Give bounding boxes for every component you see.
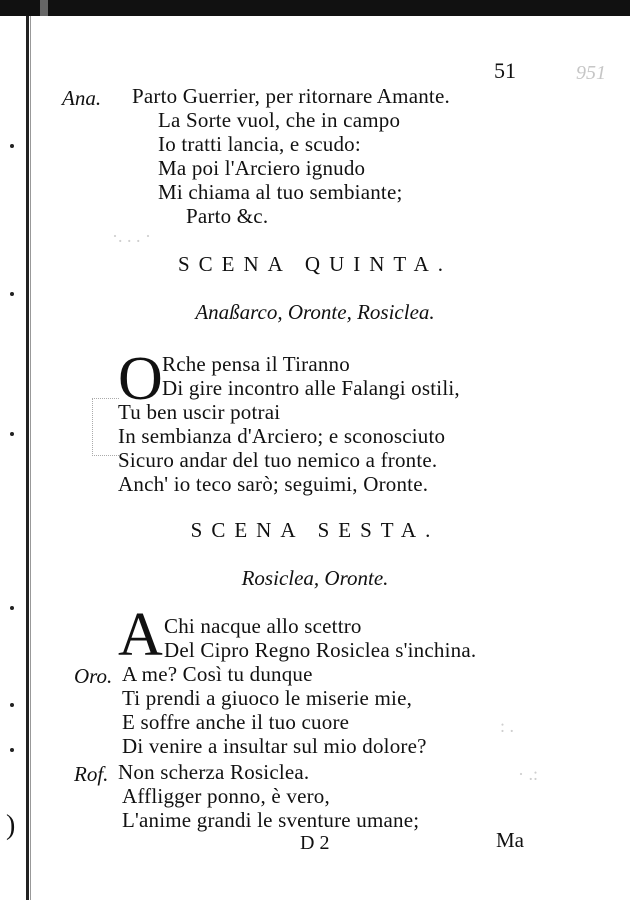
ink-smudge: · .: — [518, 764, 538, 784]
speaker-label: Rof. — [74, 762, 109, 786]
verse-line: Di gire incontro alle Falangi ostili, — [162, 376, 460, 400]
verse-line: Sicuro andar del tuo nemico a fronte. — [118, 448, 438, 472]
scene-title: SCENA QUINTA. — [178, 252, 452, 276]
scan-top-edge-gap — [40, 0, 48, 16]
pencil-bracket — [92, 398, 119, 456]
margin-mark: ) — [6, 810, 16, 841]
verse-line: Mi chiama al tuo sembiante; — [158, 180, 403, 204]
verse-line: Non scherza Rosiclea. — [118, 760, 310, 784]
drop-capital: A — [118, 601, 163, 669]
verse-line: Chi nacque allo scettro — [164, 614, 362, 638]
verse-line: Di venire a insultar sul mio dolore? — [122, 734, 427, 758]
margin-dot — [10, 703, 14, 707]
verse-line: Rche pensa il Tiranno — [162, 352, 350, 376]
margin-dot — [10, 432, 14, 436]
scene-characters: Anaßarco, Oronte, Rosiclea. — [195, 300, 435, 324]
verse-line: L'anime grandi le sventure umane; — [122, 808, 420, 832]
margin-dot — [10, 292, 14, 296]
ink-smudge: ·. . . · — [112, 226, 151, 246]
verse-line: La Sorte vuol, che in campo — [158, 108, 401, 132]
page-gutter-shadow — [30, 16, 31, 900]
margin-dot — [10, 144, 14, 148]
scene-title: SCENA SESTA. — [190, 518, 440, 542]
verse-line: Ti prendi a giuoco le miserie mie, — [122, 686, 413, 710]
signature-mark: D 2 — [300, 832, 330, 854]
page-number: 51 — [494, 58, 516, 83]
catchword: Ma — [496, 828, 524, 852]
scene-characters: Rosiclea, Oronte. — [241, 566, 389, 590]
drop-capital: O — [118, 345, 163, 413]
speaker-label: Ana. — [62, 86, 102, 110]
verse-line: Parto &c. — [186, 204, 269, 228]
page-gutter — [26, 16, 29, 900]
faint-annotation: 951 — [576, 62, 606, 84]
verse-line: Anch' io teco sarò; seguimi, Oronte. — [118, 472, 429, 496]
verse-line: Io tratti lancia, e scudo: — [158, 132, 361, 156]
ink-smudge: : . — [500, 716, 515, 736]
margin-dot — [10, 748, 14, 752]
verse-line: Parto Guerrier, per ritornare Amante. — [132, 84, 450, 108]
verse-line: Tu ben uscir potrai — [118, 400, 281, 424]
speaker-label: Oro. — [74, 664, 113, 688]
verse-line: A me? Così tu dunque — [122, 662, 313, 686]
scan-top-edge — [0, 0, 630, 16]
verse-line: E soffre anche il tuo cuore — [122, 710, 350, 734]
verse-line: In sembianza d'Arciero; e sconosciuto — [118, 424, 446, 448]
verse-line: Affligger ponno, è vero, — [122, 784, 330, 808]
verse-line: Del Cipro Regno Rosiclea s'inchina. — [164, 638, 477, 662]
margin-dot — [10, 606, 14, 610]
verse-line: Ma poi l'Arciero ignudo — [158, 156, 366, 180]
